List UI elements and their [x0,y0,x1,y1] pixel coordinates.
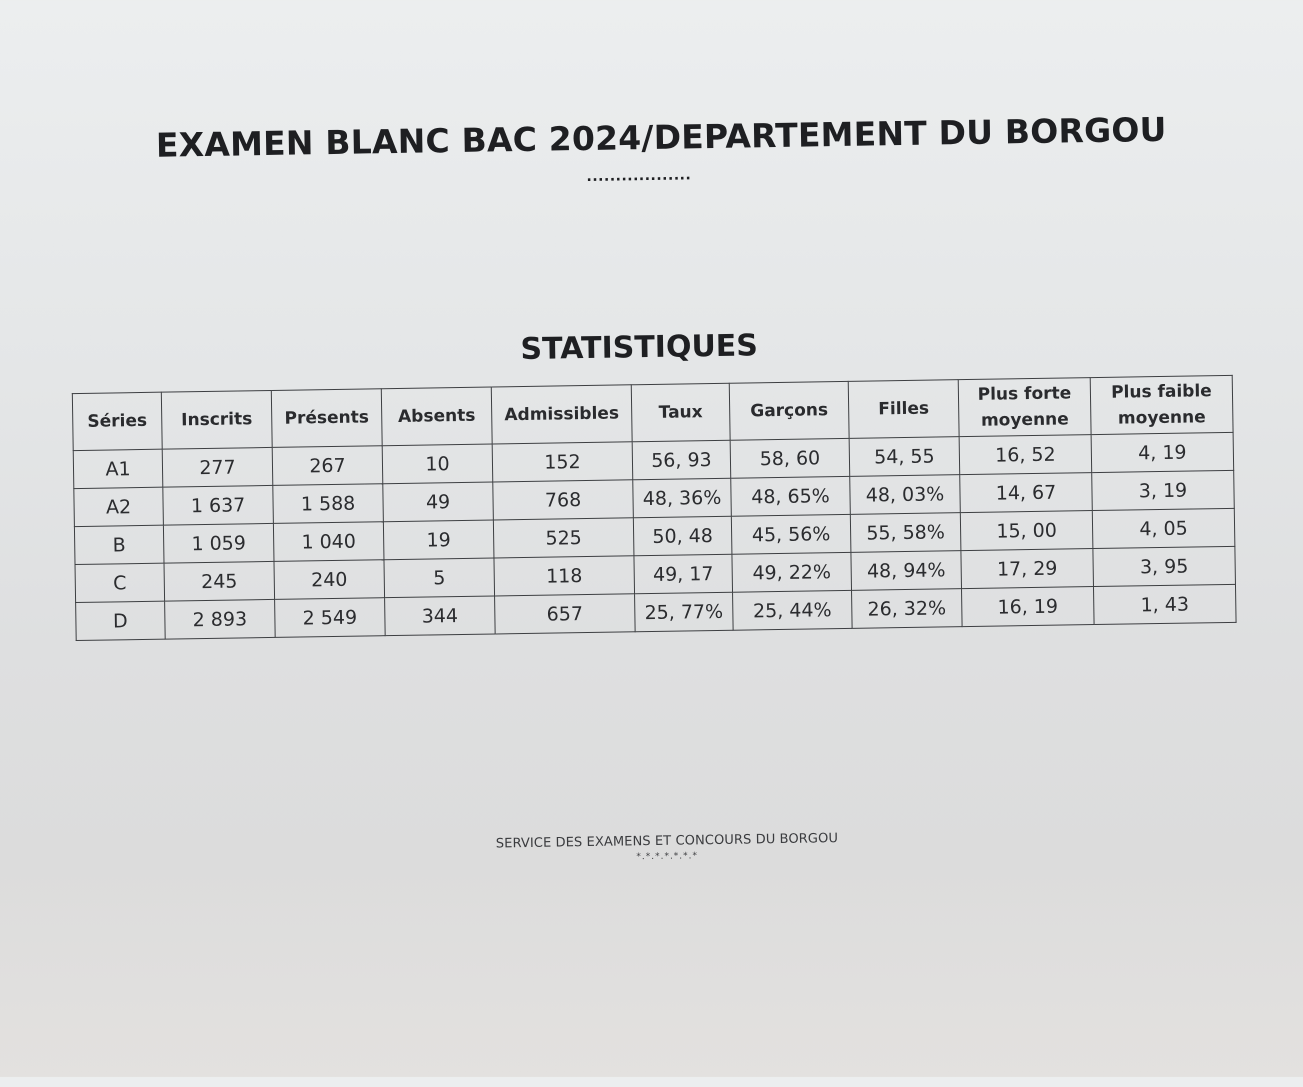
table-cell: 48, 65% [731,476,851,516]
table-cell: 58, 60 [730,438,850,478]
table-cell: 245 [164,561,275,601]
footer-separator: *.*.*.*.*.*.* [636,851,699,863]
table-cell: D [76,601,166,640]
table-cell: 525 [493,518,634,558]
table-cell: 17, 29 [961,549,1094,589]
table-cell: A1 [73,449,163,488]
table-cell: 16, 52 [959,435,1092,475]
table-cell: 1, 43 [1093,584,1236,624]
table-cell: 16, 19 [962,587,1095,627]
table-cell: 49, 22% [732,552,852,592]
header-plus-faible-moyenne: Plus faible moyenne [1090,375,1233,434]
header-garcons: Garçons [729,381,849,440]
header-filles: Filles [848,380,959,439]
section-title: STATISTIQUES [520,328,759,368]
table-cell: 2 893 [165,599,276,639]
table-cell: 19 [383,520,494,560]
table-cell: 56, 93 [632,440,731,480]
title-separator: .................. [586,167,692,185]
table-cell: 50, 48 [633,516,732,556]
header-absents: Absents [381,387,492,446]
table-cell: 657 [495,594,636,634]
header-series: Séries [72,392,162,450]
table-cell: 26, 32% [852,589,963,629]
header-plus-forte-moyenne: Plus forte moyenne [958,378,1091,437]
table-cell: 768 [493,480,634,520]
table-cell: 1 040 [273,522,384,562]
header-admissibles: Admissibles [491,385,632,444]
header-inscrits: Inscrits [161,390,272,449]
table-cell: 45, 56% [731,514,851,554]
table-cell: 277 [162,447,273,487]
table-cell: 3, 19 [1092,470,1235,510]
table-cell: 118 [494,556,635,596]
table-cell: 14, 67 [960,473,1093,513]
table-cell: 4, 19 [1091,432,1234,472]
table-cell: 15, 00 [960,511,1093,551]
table-cell: 10 [382,444,493,484]
table-cell: 48, 03% [850,475,961,515]
table-cell: 152 [492,442,633,482]
table-cell: A2 [74,487,164,526]
table-cell: 344 [385,596,496,636]
table-cell: 48, 36% [633,478,732,518]
table-cell: 3, 95 [1093,546,1236,586]
footer-text: SERVICE DES EXAMENS ET CONCOURS DU BORGOU [495,831,839,852]
table-cell: 25, 77% [635,592,734,632]
header-taux: Taux [631,383,730,442]
table-cell: 49, 17 [634,554,733,594]
header-presents: Présents [271,389,382,448]
page-title: EXAMEN BLANC BAC 2024/DEPARTEMENT DU BORGOU [155,109,1167,165]
table-cell: 54, 55 [849,437,960,477]
table-cell: 48, 94% [851,551,962,591]
table-cell: 1 637 [163,485,274,525]
table-cell: 49 [383,482,494,522]
table-cell: 55, 58% [850,513,961,553]
table-cell: 2 549 [275,598,386,638]
table-cell: 240 [274,560,385,600]
table-cell: 1 588 [273,484,384,524]
table-cell: B [74,525,164,564]
statistics-table [72,375,1237,641]
table-cell: 267 [272,446,383,486]
table-cell: 5 [384,558,495,598]
table-cell: 4, 05 [1092,508,1235,548]
table-cell: C [75,563,165,602]
table-cell: 25, 44% [733,590,853,630]
table-cell: 1 059 [163,523,274,563]
